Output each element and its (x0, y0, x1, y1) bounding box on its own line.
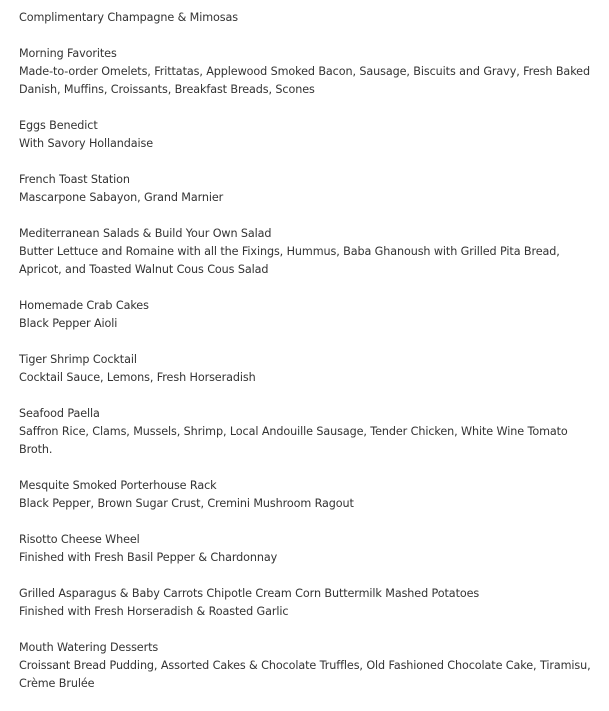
menu-section-description: Made-to-order Omelets, Frittatas, Applewood Smoked Bacon, Sausage, Biscuits and Gravy, Fresh Baked Danish, Muffins, Croissants, Breakfast Breads, Scones (19, 65, 590, 96)
menu-section-description: Saffron Rice, Clams, Mussels, Shrimp, Local Andouille Sausage, Tender Chicken, White Wine Tomato Broth. (19, 425, 568, 456)
menu-section-title: Mediterranean Salads & Build Your Own Salad (19, 227, 272, 240)
menu-section-french-toast (19, 171, 599, 207)
menu-section-description: Black Pepper, Brown Sugar Crust, Cremini Mushroom Ragout (19, 497, 354, 510)
menu-section-crab-cakes (19, 297, 599, 333)
menu-section-title: Grilled Asparagus & Baby Carrots Chipotle Cream Corn Buttermilk Mashed Potatoes (19, 587, 480, 600)
menu-section-description: Butter Lettuce and Romaine with all the Fixings, Hummus, Baba Ghanoush with Grilled Pita Bread, Apricot, and Toasted Walnut Cous Cous Salad (19, 245, 560, 276)
menu-section-title: Complimentary Champagne & Mimosas (19, 11, 239, 24)
menu-section-title: Tiger Shrimp Cocktail (19, 353, 137, 366)
menu-section-title: Seafood Paella (19, 407, 100, 420)
menu-section-description: Mascarpone Sabayon, Grand Marnier (19, 191, 224, 204)
menu-section-desserts (19, 639, 599, 693)
menu-section-morning-favorites (19, 45, 599, 99)
menu-section-title: Mouth Watering Desserts (19, 641, 159, 654)
menu-section-description: Croissant Bread Pudding, Assorted Cakes & Chocolate Truffles, Old Fashioned Chocolate Cake, Tiramisu, Crème Brulée (19, 659, 591, 690)
menu-section-title: Mesquite Smoked Porterhouse Rack (19, 479, 217, 492)
menu-section-description: Cocktail Sauce, Lemons, Fresh Horseradish (19, 371, 256, 384)
menu-section-paella (19, 405, 599, 459)
menu-section-sides (19, 585, 599, 621)
menu-section-description: Black Pepper Aioli (19, 317, 118, 330)
menu-section-title: Homemade Crab Cakes (19, 299, 149, 312)
menu-section-description: With Savory Hollandaise (19, 137, 154, 150)
menu-section-porterhouse (19, 477, 599, 513)
menu-section-eggs-benedict (19, 117, 599, 153)
menu-section-description: Finished with Fresh Horseradish & Roasted Garlic (19, 605, 289, 618)
menu-section-title: Risotto Cheese Wheel (19, 533, 140, 546)
menu-section-salads (19, 225, 599, 279)
menu-section-description: Finished with Fresh Basil Pepper & Chardonnay (19, 551, 278, 564)
brunch-menu (19, 9, 599, 711)
menu-section-title: Eggs Benedict (19, 119, 98, 132)
menu-section-title: Morning Favorites (19, 47, 117, 60)
menu-section-shrimp-cocktail (19, 351, 599, 387)
menu-section-risotto (19, 531, 599, 567)
menu-section-title: French Toast Station (19, 173, 130, 186)
menu-section-champagne (19, 9, 599, 27)
